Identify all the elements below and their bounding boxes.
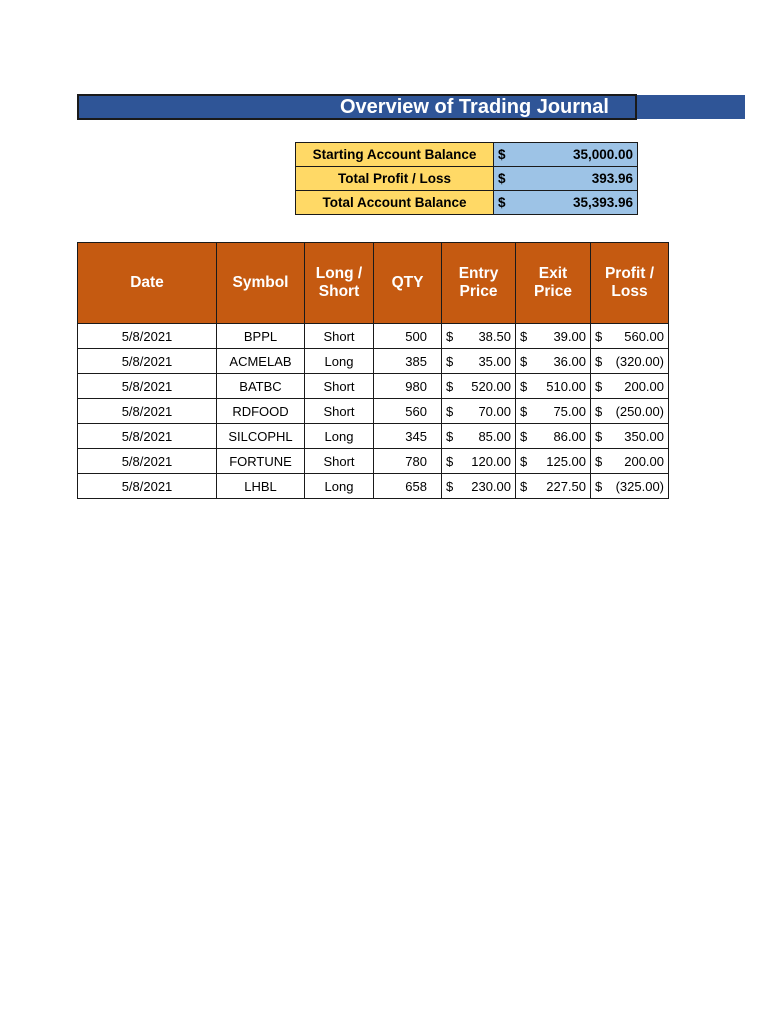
cell-side[interactable]: Long — [305, 349, 374, 374]
currency-symbol: $ — [446, 353, 454, 369]
cell-symbol[interactable]: RDFOOD — [217, 399, 305, 424]
table-row — [78, 399, 669, 424]
cell-profit-loss[interactable] — [591, 449, 669, 474]
exit-value: 75.00 — [553, 403, 586, 419]
cell-date[interactable]: 5/8/2021 — [78, 399, 217, 424]
cell-entry-price[interactable] — [442, 349, 516, 374]
cell-entry-price[interactable] — [442, 399, 516, 424]
currency-symbol: $ — [498, 195, 506, 210]
cell-qty[interactable]: 500 — [374, 324, 442, 349]
table-row — [78, 324, 669, 349]
cell-qty[interactable]: 560 — [374, 399, 442, 424]
cell-exit-price[interactable] — [516, 449, 591, 474]
pl-value: 350.00 — [624, 428, 664, 444]
table-row — [78, 424, 669, 449]
cell-profit-loss[interactable] — [591, 324, 669, 349]
entry-value: 70.00 — [478, 403, 511, 419]
entry-value: 35.00 — [478, 353, 511, 369]
currency-symbol: $ — [520, 328, 528, 344]
cell-entry-price[interactable] — [442, 374, 516, 399]
cell-exit-price[interactable] — [516, 424, 591, 449]
cell-profit-loss[interactable] — [591, 424, 669, 449]
cell-symbol[interactable]: ACMELAB — [217, 349, 305, 374]
currency-symbol: $ — [498, 147, 506, 162]
exit-value: 86.00 — [553, 428, 586, 444]
table-row — [78, 349, 669, 374]
currency-symbol: $ — [595, 378, 603, 394]
title-banner-extension — [637, 95, 745, 119]
cell-date[interactable]: 5/8/2021 — [78, 349, 217, 374]
cell-symbol[interactable]: BATBC — [217, 374, 305, 399]
pl-value: (320.00) — [615, 353, 664, 369]
currency-symbol: $ — [595, 403, 603, 419]
cell-date[interactable]: 5/8/2021 — [78, 324, 217, 349]
entry-value: 230.00 — [471, 478, 511, 494]
table-row — [78, 474, 669, 499]
journal-header-row — [78, 243, 669, 324]
column-header-entry-price[interactable]: Entry Price — [442, 243, 516, 324]
cell-exit-price[interactable] — [516, 324, 591, 349]
exit-value: 39.00 — [553, 328, 586, 344]
cell-side[interactable]: Long — [305, 424, 374, 449]
currency-symbol: $ — [520, 428, 528, 444]
summary-value-cell[interactable] — [494, 143, 638, 167]
column-header-exit-price[interactable]: Exit Price — [516, 243, 591, 324]
column-header-qty[interactable]: QTY — [374, 243, 442, 324]
pl-value: 200.00 — [624, 453, 664, 469]
cell-side[interactable]: Long — [305, 474, 374, 499]
cell-side[interactable]: Short — [305, 324, 374, 349]
cell-side[interactable]: Short — [305, 449, 374, 474]
entry-value: 520.00 — [471, 378, 511, 394]
column-header-profit-loss[interactable]: Profit / Loss — [591, 243, 669, 324]
exit-value: 125.00 — [546, 453, 586, 469]
cell-exit-price[interactable] — [516, 399, 591, 424]
currency-symbol: $ — [520, 478, 528, 494]
exit-value: 510.00 — [546, 378, 586, 394]
currency-symbol: $ — [595, 328, 603, 344]
cell-qty[interactable]: 658 — [374, 474, 442, 499]
currency-symbol: $ — [446, 328, 454, 344]
currency-symbol: $ — [446, 428, 454, 444]
cell-entry-price[interactable] — [442, 449, 516, 474]
summary-value: 393.96 — [591, 171, 633, 186]
currency-symbol: $ — [520, 378, 528, 394]
cell-side[interactable]: Short — [305, 374, 374, 399]
pl-value: (250.00) — [615, 403, 664, 419]
cell-date[interactable]: 5/8/2021 — [78, 424, 217, 449]
cell-entry-price[interactable] — [442, 424, 516, 449]
cell-profit-loss[interactable] — [591, 399, 669, 424]
cell-profit-loss[interactable] — [591, 474, 669, 499]
exit-value: 227.50 — [546, 478, 586, 494]
column-header-long-short[interactable]: Long / Short — [305, 243, 374, 324]
currency-symbol: $ — [595, 353, 603, 369]
currency-symbol: $ — [498, 171, 506, 186]
column-header-symbol[interactable]: Symbol — [217, 243, 305, 324]
pl-value: 200.00 — [624, 378, 664, 394]
cell-exit-price[interactable] — [516, 474, 591, 499]
pl-value: 560.00 — [624, 328, 664, 344]
cell-date[interactable]: 5/8/2021 — [78, 374, 217, 399]
currency-symbol: $ — [446, 453, 454, 469]
currency-symbol: $ — [446, 403, 454, 419]
currency-symbol: $ — [446, 478, 454, 494]
table-row — [78, 449, 669, 474]
currency-symbol: $ — [595, 453, 603, 469]
cell-date[interactable]: 5/8/2021 — [78, 474, 217, 499]
cell-exit-price[interactable] — [516, 374, 591, 399]
page-title: Overview of Trading Journal — [340, 96, 609, 118]
summary-value: 35,000.00 — [572, 147, 633, 162]
trading-journal-table — [77, 242, 669, 499]
cell-symbol[interactable]: LHBL — [217, 474, 305, 499]
summary-row-total-balance — [296, 191, 638, 215]
cell-symbol[interactable]: SILCOPHL — [217, 424, 305, 449]
cell-entry-price[interactable] — [442, 474, 516, 499]
currency-symbol: $ — [446, 378, 454, 394]
cell-qty[interactable]: 780 — [374, 449, 442, 474]
summary-value-cell[interactable] — [494, 167, 638, 191]
currency-symbol: $ — [520, 353, 528, 369]
cell-symbol[interactable]: FORTUNE — [217, 449, 305, 474]
table-row — [78, 374, 669, 399]
summary-row-total-profit-loss — [296, 167, 638, 191]
summary-row-starting-balance — [296, 143, 638, 167]
cell-exit-price[interactable] — [516, 349, 591, 374]
cell-date[interactable]: 5/8/2021 — [78, 449, 217, 474]
summary-label[interactable]: Total Account Balance — [296, 191, 494, 215]
cell-qty[interactable]: 345 — [374, 424, 442, 449]
entry-value: 38.50 — [478, 328, 511, 344]
entry-value: 120.00 — [471, 453, 511, 469]
account-summary-table — [295, 142, 638, 215]
cell-side[interactable]: Short — [305, 399, 374, 424]
pl-value: (325.00) — [615, 478, 664, 494]
cell-profit-loss[interactable] — [591, 349, 669, 374]
currency-symbol: $ — [520, 453, 528, 469]
summary-label[interactable]: Starting Account Balance — [296, 143, 494, 167]
column-header-date[interactable]: Date — [78, 243, 217, 324]
summary-label[interactable]: Total Profit / Loss — [296, 167, 494, 191]
cell-entry-price[interactable] — [442, 324, 516, 349]
exit-value: 36.00 — [553, 353, 586, 369]
cell-qty[interactable]: 980 — [374, 374, 442, 399]
cell-symbol[interactable]: BPPL — [217, 324, 305, 349]
currency-symbol: $ — [595, 428, 603, 444]
cell-qty[interactable]: 385 — [374, 349, 442, 374]
summary-value: 35,393.96 — [572, 195, 633, 210]
entry-value: 85.00 — [478, 428, 511, 444]
cell-profit-loss[interactable] — [591, 374, 669, 399]
currency-symbol: $ — [595, 478, 603, 494]
summary-value-cell[interactable] — [494, 191, 638, 215]
currency-symbol: $ — [520, 403, 528, 419]
